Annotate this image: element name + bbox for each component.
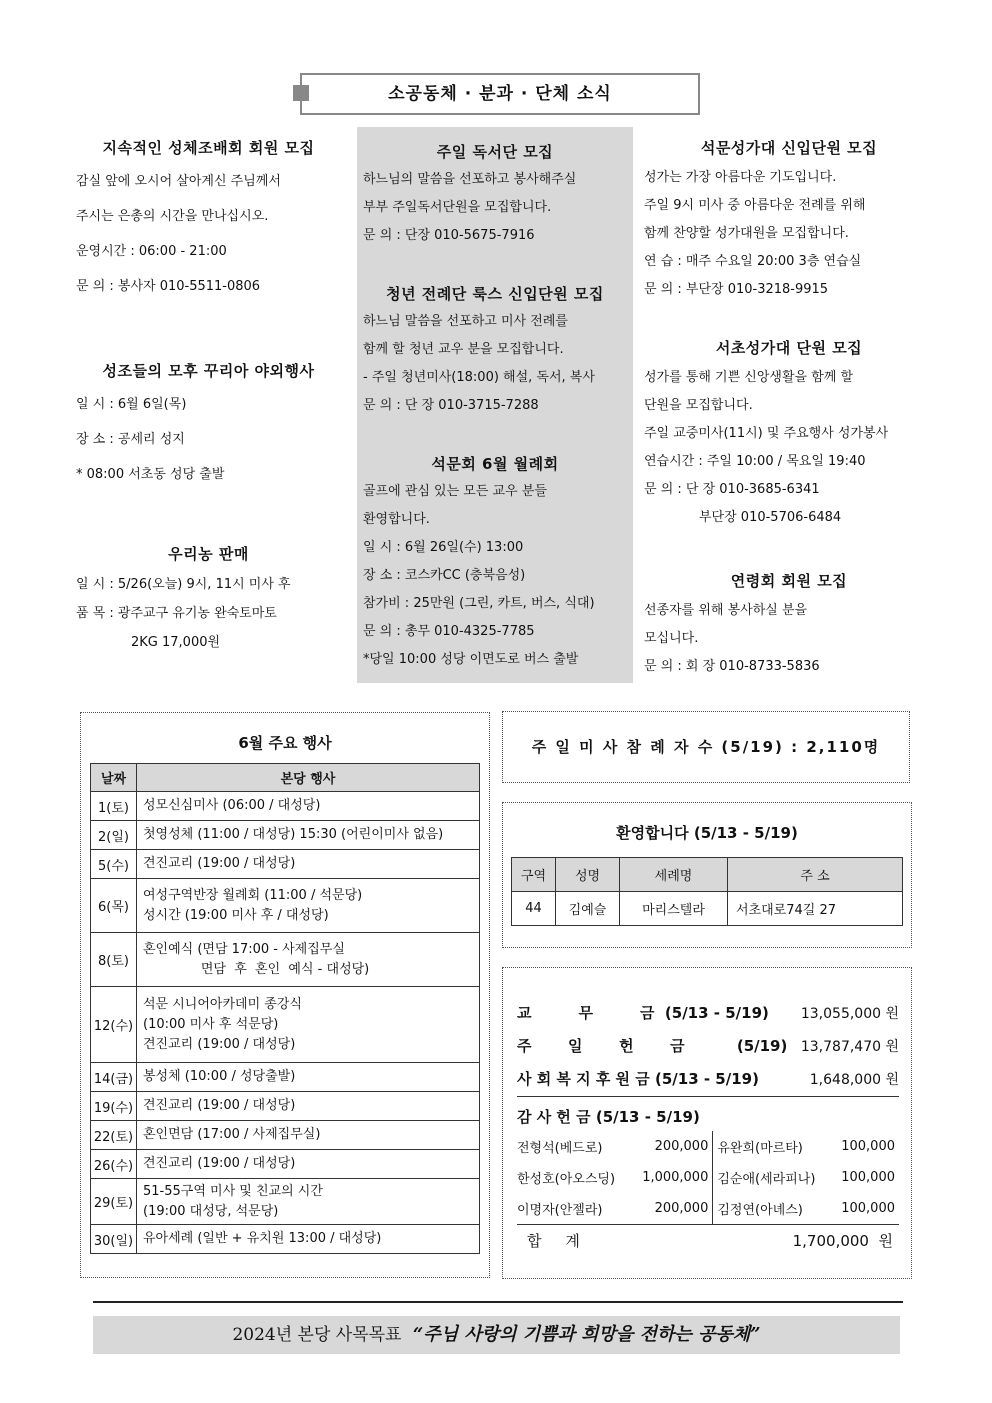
notice-title: 서초성가대 단원 모집: [715, 339, 863, 357]
notice-line: 품 목 : 광주교구 유기농 완숙토마토: [76, 606, 277, 621]
notice-line: * 08:00 서초동 성당 출발: [76, 467, 225, 482]
notice-title: 주일 독서단 모집: [436, 143, 554, 161]
notice-line: 선종자를 위해 봉사하실 분을: [644, 603, 808, 618]
footer-goal: “주님 사랑의 기쁨과 희망을 전하는 공동체”: [412, 1324, 761, 1345]
notice-title: 성조들의 모후 꾸리아 야외행사: [102, 362, 315, 380]
finance-row: 교 무 금 (5/13 - 5/19) 13,055,000 원: [517, 1004, 899, 1022]
notice-line: 단원을 모집합니다.: [644, 398, 753, 413]
table-row: 19(수) 견진교리 (19:00 / 대성당): [91, 1092, 480, 1121]
notice-line: 문 의 : 봉사자 010-5511-0806: [76, 279, 261, 294]
notice-line: 장 소 : 공세리 성지: [76, 432, 185, 447]
notice-seokmun-golf: [363, 453, 627, 674]
notice-line: - 주일 청년미사(18:00) 해설, 독서, 복사: [363, 370, 595, 385]
notice-line: 문 의 : 단 장 010-3685-6341: [644, 482, 820, 497]
table-row: 전형석(베드로) 200,000 유완희(마르타) 100,000: [517, 1131, 899, 1162]
events-table: [90, 763, 480, 1254]
notice-line: 문 의 : 단 장 010-3715-7288: [363, 398, 539, 413]
notice-line: 주일 9시 미사 중 아름다운 전례를 위해: [644, 198, 866, 213]
notice-line: 장 소 : 코스카CC (충북음성): [363, 568, 526, 583]
notice-line: 모십니다.: [644, 631, 699, 646]
notice-line: 연 습 : 매주 수요일 20:00 3층 연습실: [644, 254, 862, 269]
welcome-header-name: 성명: [556, 858, 620, 892]
notice-line: 부부 주일독서단원을 모집합니다.: [363, 200, 552, 215]
notice-line: 문 의 : 부단장 010-3218-9915: [644, 282, 829, 297]
column-left: [76, 137, 341, 657]
notice-line: 감실 앞에 오시어 살아계신 주님께서: [76, 174, 281, 189]
notice-line: 일 시 : 5/26(오늘) 9시, 11시 미사 후: [76, 577, 291, 592]
notice-title: 석문회 6월 월례회: [431, 455, 559, 473]
notice-curia: [76, 360, 341, 543]
table-row: 2(일) 첫영성체 (11:00 / 대성당) 15:30 (어린이미사 없음): [91, 821, 480, 850]
notice-line: 주시는 은총의 시간을 만나십시오.: [76, 209, 269, 224]
table-row: 5(수) 견진교리 (19:00 / 대성당): [91, 850, 480, 879]
thanks-table: [517, 1131, 899, 1224]
welcome-header-baptism: 세례명: [620, 858, 728, 892]
table-row: 8(토) 혼인예식 (면담 17:00 - 사제집무실 면담 후 혼인 예식 - 대성당): [91, 933, 480, 987]
notice-line: 하느님 말씀을 선포하고 미사 전례를: [363, 314, 568, 329]
welcome-box: [502, 802, 912, 948]
notice-line: 골프에 관심 있는 모든 교우 분들: [363, 484, 547, 499]
notice-line: 운영시간 : 06:00 - 21:00: [76, 244, 227, 259]
notice-line: 참가비 : 25만원 (그린, 카트, 버스, 식대): [363, 596, 595, 611]
table-row: 22(토) 혼인면담 (17:00 / 사제집무실): [91, 1121, 480, 1150]
finance-row: 사 회 복 지 후 원 금 (5/13 - 5/19) 1,648,000 원: [517, 1070, 899, 1088]
table-row: 29(토) 51-55구역 미사 및 친교의 시간 (19:00 대성당, 석문당): [91, 1179, 480, 1225]
notice-line: 성가를 통해 기쁜 신앙생활을 함께 할: [644, 370, 854, 385]
welcome-table: [511, 857, 903, 926]
notice-line: 성가는 가장 아름다운 기도입니다.: [644, 170, 837, 185]
notice-line: 일 시 : 6월 6일(목): [76, 397, 187, 412]
notice-lectors: [363, 141, 627, 283]
table-row: 12(수) 석문 시니어아카데미 종강식 (10:00 미사 후 석문당) 견진교리 (19:00 / 대성당): [91, 987, 480, 1063]
table-row: 1(토) 성모신심미사 (06:00 / 대성당): [91, 792, 480, 821]
table-row: 이명자(안젤라) 200,000 김정연(아녜스) 100,000: [517, 1193, 899, 1224]
june-events-box: [80, 712, 490, 1278]
notice-line: 부단장 010-5706-6484: [699, 510, 842, 525]
welcome-header-zone: 구역: [512, 858, 556, 892]
notice-funeral: [644, 570, 934, 681]
finance-box: [502, 967, 912, 1279]
table-row: 44 김예슬 마리스텔라 서초대로74길 27: [512, 892, 903, 926]
notice-youth-liturgy: [363, 283, 627, 453]
mass-attendance: 주 일 미 사 참 례 자 수 (5/19) : 2,110명: [502, 711, 910, 783]
notice-title: 우리농 판매: [168, 545, 249, 563]
notice-line: 함께 할 청년 교우 분을 모집합니다.: [363, 342, 564, 357]
thanks-total: 합 계 1,700,000 원: [517, 1224, 899, 1256]
finance-row: 주 일 헌 금 (5/19) 13,787,470 원: [517, 1037, 899, 1055]
notice-line: 2KG 17,000원: [131, 635, 221, 650]
column-center: [357, 127, 633, 683]
notice-title: 지속적인 성체조배회 회원 모집: [102, 139, 315, 157]
notice-title: 석문성가대 신입단원 모집: [700, 139, 878, 157]
pastoral-goal-footer: [93, 1316, 900, 1354]
footer-prefix: 2024년 본당 사목목표: [232, 1325, 402, 1345]
thanks-title: 감 사 헌 금 (5/13 - 5/19): [517, 1108, 700, 1126]
notice-line: 문 의 : 총무 010-4325-7785: [363, 624, 535, 639]
notice-line: *당일 10:00 성당 이면도로 버스 출발: [363, 652, 579, 667]
events-title: 6월 주요 행사: [238, 734, 332, 752]
notice-line: 환영합니다.: [363, 512, 430, 527]
notice-line: 주일 교중미사(11시) 및 주요행사 성가봉사: [644, 426, 889, 441]
welcome-header-address: 주 소: [728, 858, 903, 892]
table-row: 14(금) 봉성체 (10:00 / 성당출발): [91, 1063, 480, 1092]
notice-line: 연습시간 : 주일 10:00 / 목요일 19:40: [644, 454, 866, 469]
table-row: 30(일) 유아세례 (일반 + 유치원 13:00 / 대성당): [91, 1225, 480, 1254]
notice-title: 연령회 회원 모집: [730, 572, 848, 590]
section-header: 소공동체 · 분과 · 단체 소식: [300, 73, 700, 115]
notice-line: 문 의 : 단장 010-5675-7916: [363, 228, 535, 243]
footer-rule: [93, 1301, 903, 1303]
notice-seokmun-choir: [644, 137, 934, 337]
notice-adoration: [76, 137, 341, 360]
notice-seocho-choir: [644, 337, 934, 570]
notice-line: 함께 찬양할 성가대원을 모집합니다.: [644, 226, 849, 241]
events-header-event: 본당 행사: [137, 764, 480, 792]
welcome-title: 환영합니다 (5/13 - 5/19): [616, 824, 798, 842]
notice-title: 청년 전례단 룩스 신입단원 모집: [386, 285, 604, 303]
table-row: 6(목) 여성구역반장 월례회 (11:00 / 석문당) 성시간 (19:00 미사 후 / 대성당): [91, 879, 480, 933]
notice-urinong: [76, 543, 341, 657]
table-row: 한성호(아오스딩) 1,000,000 김순애(세라피나) 100,000: [517, 1162, 899, 1193]
notice-line: 일 시 : 6월 26일(수) 13:00: [363, 540, 524, 555]
column-right: [644, 137, 934, 681]
notice-line: 문 의 : 회 장 010-8733-5836: [644, 659, 820, 674]
notice-line: 하느님의 말씀을 선포하고 봉사해주실: [363, 172, 577, 187]
events-header-date: 날짜: [91, 764, 137, 792]
table-row: 26(수) 견진교리 (19:00 / 대성당): [91, 1150, 480, 1179]
